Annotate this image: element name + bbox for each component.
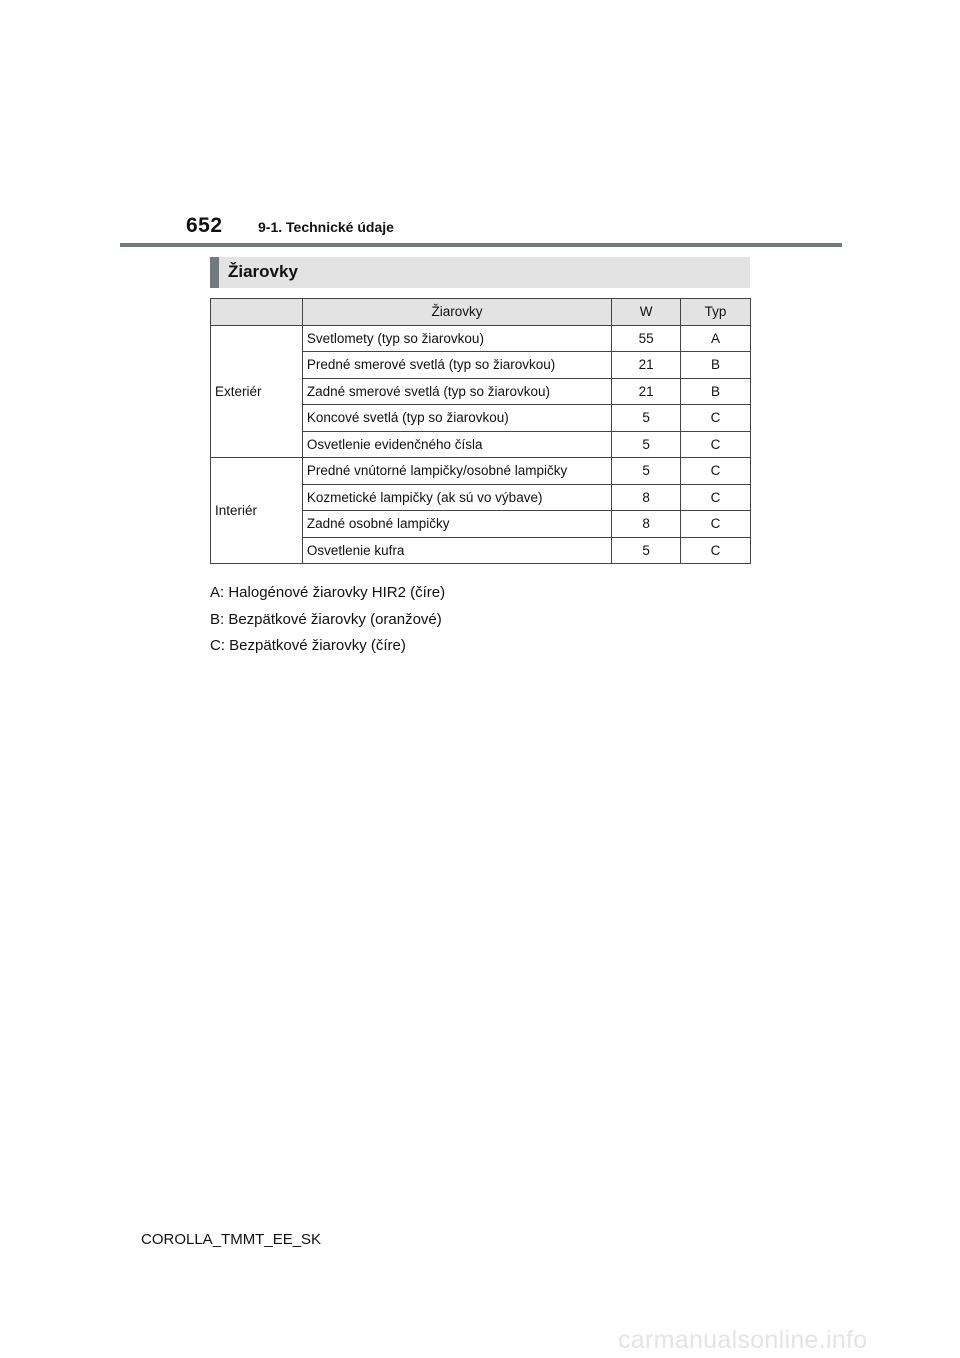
column-header-watt: W xyxy=(612,299,681,326)
column-header-type: Typ xyxy=(681,299,751,326)
bulb-type: B xyxy=(681,378,751,405)
bulb-name: Osvetlenie kufra xyxy=(302,537,611,564)
watermark: carmanualsonline.info xyxy=(618,1326,868,1354)
bulb-watt: 55 xyxy=(612,325,681,352)
bulb-name: Zadné smerové svetlá (typ so žiarovkou) xyxy=(302,378,611,405)
document-code: COROLLA_TMMT_EE_SK xyxy=(141,1231,322,1248)
bulb-watt: 8 xyxy=(612,511,681,538)
bulb-watt: 5 xyxy=(612,431,681,458)
table-row xyxy=(211,458,751,485)
chapter-title: 9-1. Technické údaje xyxy=(258,219,394,235)
bulb-name: Svetlomety (typ so žiarovkou) xyxy=(302,325,611,352)
legend-item: C: Bezpätkové žiarovky (číre) xyxy=(210,637,406,654)
table-header-row xyxy=(211,299,751,326)
table-row xyxy=(211,325,751,352)
legend-item: B: Bezpätkové žiarovky (oranžové) xyxy=(210,610,442,628)
bulb-type: A xyxy=(681,325,751,352)
bulb-type: C xyxy=(681,405,751,432)
group-label-interior: Interiér xyxy=(211,458,303,564)
bulb-type: C xyxy=(681,431,751,458)
bulb-watt: 5 xyxy=(612,537,681,564)
group-label-exterior: Exteriér xyxy=(211,325,303,458)
bulb-watt: 8 xyxy=(612,484,681,511)
bulb-name: Osvetlenie evidenčného čísla xyxy=(302,431,611,458)
bulb-name: Kozmetické lampičky (ak sú vo výbave) xyxy=(302,484,611,511)
bulb-watt: 5 xyxy=(612,405,681,432)
section-title: Žiarovky xyxy=(228,262,298,281)
bulb-type-legend xyxy=(210,580,445,660)
bulb-watt: 21 xyxy=(612,352,681,379)
bulb-table xyxy=(210,298,751,564)
bulb-type: C xyxy=(681,484,751,511)
bulb-type: C xyxy=(681,537,751,564)
bulb-name: Predné vnútorné lampičky/osobné lampičky xyxy=(302,458,611,485)
header-divider xyxy=(120,243,842,247)
column-header-group xyxy=(211,299,303,326)
section-accent-bar xyxy=(210,257,219,288)
legend-item: A: Halogénové žiarovky HIR2 (číre) xyxy=(210,584,446,601)
bulb-type: C xyxy=(681,458,751,485)
bulb-watt: 21 xyxy=(612,378,681,405)
bulb-type: C xyxy=(681,511,751,538)
bulb-type: B xyxy=(681,352,751,379)
bulb-name: Zadné osobné lampičky xyxy=(302,511,611,538)
section-header xyxy=(210,257,750,288)
bulb-name: Koncové svetlá (typ so žiarovkou) xyxy=(302,405,611,432)
page-number: 652 xyxy=(186,214,223,237)
bulb-name: Predné smerové svetlá (typ so žiarovkou) xyxy=(302,352,611,379)
bulb-watt: 5 xyxy=(612,458,681,485)
column-header-bulb: Žiarovky xyxy=(302,299,611,326)
